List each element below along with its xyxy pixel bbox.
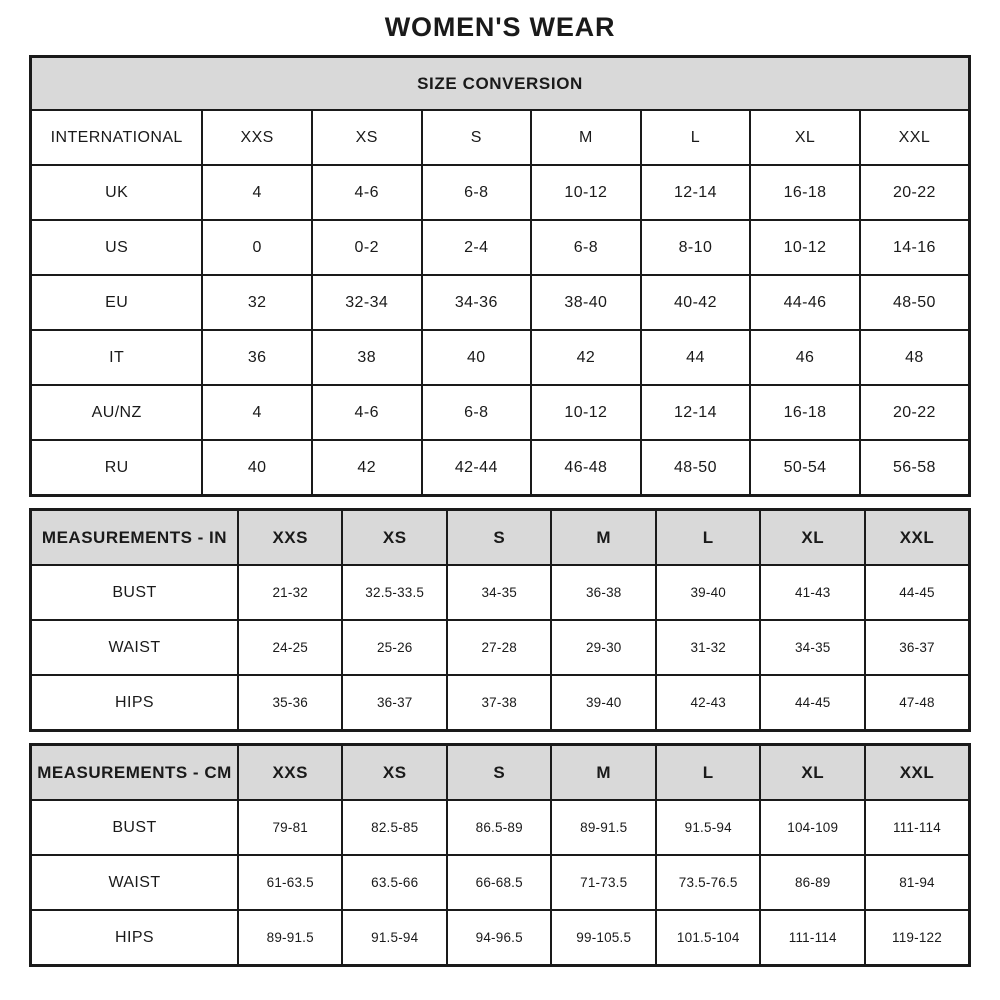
row-label: WAIST	[31, 620, 238, 675]
value-cell: 63.5-66	[342, 855, 447, 910]
table-row	[31, 620, 970, 675]
value-cell: 32.5-33.5	[342, 565, 447, 620]
size-column-header: L	[656, 510, 761, 566]
value-cell: 25-26	[342, 620, 447, 675]
value-cell: 40-42	[641, 275, 751, 330]
value-cell: 48-50	[860, 275, 970, 330]
size-column-header: S	[447, 745, 552, 801]
value-cell: 34-35	[760, 620, 865, 675]
value-cell: 16-18	[750, 165, 860, 220]
size-column-header: M	[551, 510, 656, 566]
value-cell: 99-105.5	[551, 910, 656, 966]
size-conversion-table	[29, 55, 971, 497]
page-title: WOMEN'S WEAR	[384, 12, 616, 42]
value-cell: 42-43	[656, 675, 761, 731]
value-cell: 14-16	[860, 220, 970, 275]
row-label: HIPS	[31, 910, 238, 966]
row-label: BUST	[31, 800, 238, 855]
size-column-header: XL	[750, 110, 860, 165]
table-row	[31, 385, 970, 440]
value-cell: 66-68.5	[447, 855, 552, 910]
table-row	[31, 800, 970, 855]
value-cell: 10-12	[750, 220, 860, 275]
value-cell: 31-32	[656, 620, 761, 675]
value-cell: 6-8	[422, 385, 532, 440]
value-cell: 119-122	[865, 910, 970, 966]
value-cell: 71-73.5	[551, 855, 656, 910]
value-cell: 38	[312, 330, 422, 385]
value-cell: 4	[202, 165, 312, 220]
size-column-header: L	[641, 110, 751, 165]
measurements-in-header-row	[31, 510, 970, 566]
value-cell: 79-81	[238, 800, 343, 855]
value-cell: 44-45	[760, 675, 865, 731]
value-cell: 21-32	[238, 565, 343, 620]
size-column-header: XS	[342, 510, 447, 566]
value-cell: 4-6	[312, 385, 422, 440]
value-cell: 0-2	[312, 220, 422, 275]
size-conversion-header: SIZE CONVERSION	[31, 57, 970, 111]
value-cell: 4	[202, 385, 312, 440]
value-cell: 38-40	[531, 275, 641, 330]
measurements-cm-header-row	[31, 745, 970, 801]
value-cell: 46	[750, 330, 860, 385]
value-cell: 27-28	[447, 620, 552, 675]
table-row	[31, 330, 970, 385]
size-column-header: L	[656, 745, 761, 801]
size-column-header: M	[551, 745, 656, 801]
measurements-in-body	[31, 565, 970, 731]
measurements-in-header: MEASUREMENTS - IN	[31, 510, 238, 566]
table-row	[31, 855, 970, 910]
value-cell: 91.5-94	[656, 800, 761, 855]
value-cell: 6-8	[531, 220, 641, 275]
value-cell: 2-4	[422, 220, 532, 275]
value-cell: 61-63.5	[238, 855, 343, 910]
value-cell: 20-22	[860, 385, 970, 440]
value-cell: 42-44	[422, 440, 532, 496]
row-label: EU	[31, 275, 203, 330]
row-label: RU	[31, 440, 203, 496]
value-cell: 111-114	[760, 910, 865, 966]
value-cell: 82.5-85	[342, 800, 447, 855]
value-cell: 24-25	[238, 620, 343, 675]
value-cell: 91.5-94	[342, 910, 447, 966]
value-cell: 48	[860, 330, 970, 385]
value-cell: 40	[422, 330, 532, 385]
measurements-cm-body	[31, 800, 970, 966]
size-column-header: XS	[312, 110, 422, 165]
value-cell: 37-38	[447, 675, 552, 731]
value-cell: 42	[312, 440, 422, 496]
value-cell: 20-22	[860, 165, 970, 220]
value-cell: 32	[202, 275, 312, 330]
value-cell: 50-54	[750, 440, 860, 496]
value-cell: 47-48	[865, 675, 970, 731]
value-cell: 6-8	[422, 165, 532, 220]
size-column-header: XXL	[865, 745, 970, 801]
size-column-header: M	[531, 110, 641, 165]
value-cell: 111-114	[865, 800, 970, 855]
value-cell: 104-109	[760, 800, 865, 855]
row-label: IT	[31, 330, 203, 385]
size-column-header: XL	[760, 745, 865, 801]
table-row	[31, 220, 970, 275]
value-cell: 94-96.5	[447, 910, 552, 966]
size-column-header: XXS	[238, 745, 343, 801]
table-row	[31, 910, 970, 966]
value-cell: 48-50	[641, 440, 751, 496]
value-cell: 40	[202, 440, 312, 496]
value-cell: 44-45	[865, 565, 970, 620]
table-row	[31, 565, 970, 620]
value-cell: 16-18	[750, 385, 860, 440]
value-cell: 89-91.5	[551, 800, 656, 855]
value-cell: 10-12	[531, 165, 641, 220]
value-cell: 0	[202, 220, 312, 275]
value-cell: 73.5-76.5	[656, 855, 761, 910]
row-label: US	[31, 220, 203, 275]
size-conversion-column-header-row	[31, 110, 970, 165]
size-column-header: XL	[760, 510, 865, 566]
size-column-header: S	[447, 510, 552, 566]
value-cell: 8-10	[641, 220, 751, 275]
value-cell: 35-36	[238, 675, 343, 731]
measurements-cm-header: MEASUREMENTS - CM	[31, 745, 238, 801]
row-label: AU/NZ	[31, 385, 203, 440]
value-cell: 12-14	[641, 165, 751, 220]
value-cell: 36-38	[551, 565, 656, 620]
value-cell: 41-43	[760, 565, 865, 620]
value-cell: 36	[202, 330, 312, 385]
value-cell: 89-91.5	[238, 910, 343, 966]
value-cell: 101.5-104	[656, 910, 761, 966]
value-cell: 86-89	[760, 855, 865, 910]
table-row	[31, 275, 970, 330]
row-label: HIPS	[31, 675, 238, 731]
value-cell: 4-6	[312, 165, 422, 220]
international-col-header: INTERNATIONAL	[31, 110, 203, 165]
table-row	[31, 165, 970, 220]
value-cell: 36-37	[342, 675, 447, 731]
value-cell: 81-94	[865, 855, 970, 910]
value-cell: 29-30	[551, 620, 656, 675]
size-column-header: XXL	[860, 110, 970, 165]
value-cell: 39-40	[656, 565, 761, 620]
value-cell: 12-14	[641, 385, 751, 440]
size-column-header: XS	[342, 745, 447, 801]
value-cell: 44-46	[750, 275, 860, 330]
value-cell: 56-58	[860, 440, 970, 496]
value-cell: 42	[531, 330, 641, 385]
row-label: UK	[31, 165, 203, 220]
measurements-cm-table	[29, 743, 971, 967]
value-cell: 32-34	[312, 275, 422, 330]
row-label: WAIST	[31, 855, 238, 910]
value-cell: 34-35	[447, 565, 552, 620]
size-conversion-body	[31, 165, 970, 496]
value-cell: 44	[641, 330, 751, 385]
value-cell: 34-36	[422, 275, 532, 330]
size-column-header: XXL	[865, 510, 970, 566]
row-label: BUST	[31, 565, 238, 620]
measurements-in-table	[29, 508, 971, 732]
size-conversion-title-row	[31, 57, 970, 111]
value-cell: 36-37	[865, 620, 970, 675]
table-row	[31, 675, 970, 731]
value-cell: 10-12	[531, 385, 641, 440]
table-row	[31, 440, 970, 496]
value-cell: 46-48	[531, 440, 641, 496]
value-cell: 86.5-89	[447, 800, 552, 855]
size-column-header: S	[422, 110, 532, 165]
value-cell: 39-40	[551, 675, 656, 731]
size-column-header: XXS	[238, 510, 343, 566]
size-column-header: XXS	[202, 110, 312, 165]
